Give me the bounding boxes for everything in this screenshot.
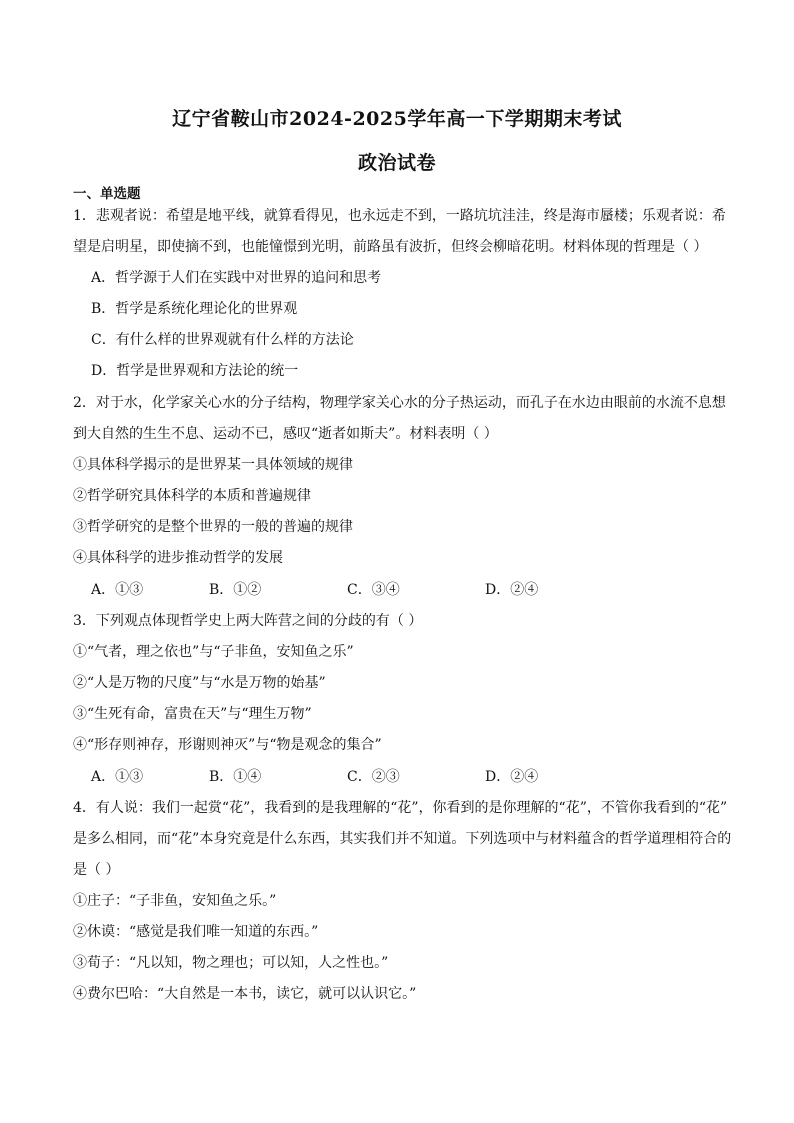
q3-statement-1: ①“气者，理之依也”与“子非鱼，安知鱼之乐” — [73, 644, 354, 660]
q1-option-d: D．哲学是世界观和方法论的统一 — [91, 363, 299, 379]
q3-stem-line-1: 3．下列观点体现哲学史上两大阵营之间的分歧的有（ ） — [73, 613, 423, 629]
q1-option-c: C．有什么样的世界观就有什么样的方法论 — [91, 332, 354, 348]
q2-statement-3: ③哲学研究的是整个世界的一般的普遍的规律 — [73, 519, 353, 535]
q2-stem-line-2: 到大自然的生生不息、运动不已，感叹“逝者如斯夫”。材料表明（ ） — [73, 426, 498, 442]
q2-statement-1: ①具体科学揭示的是世界某一具体领域的规律 — [73, 457, 353, 473]
exam-subtitle: 政治试卷 — [357, 152, 436, 174]
q2-choice-c: C．③④ — [347, 582, 400, 598]
q2-stem-line-1: 2．对于水，化学家关心水的分子结构，物理学家关心水的分子热运动，而孔子在水边由眼前的水流不息想 — [73, 395, 726, 411]
q4-statement-1: ①庄子：“子非鱼，安知鱼之乐。” — [73, 893, 277, 909]
q3-statement-2: ②“人是万物的尺度”与“水是万物的始基” — [73, 675, 326, 691]
q3-choice-b: B．①④ — [209, 769, 262, 785]
q2-choice-d: D．②④ — [485, 582, 539, 598]
q3-choice-d: D．②④ — [485, 769, 539, 785]
q4-statement-2: ②休谟：“感觉是我们唯一知道的东西。” — [73, 924, 319, 940]
q3-choice-c: C．②③ — [347, 769, 400, 785]
exam-title: 辽宁省鞍山市2024-2025学年高一下学期期末考试 — [172, 108, 622, 130]
q2-statement-2: ②哲学研究具体科学的本质和普遍规律 — [73, 488, 311, 504]
q2-choice-b: B．①② — [209, 582, 262, 598]
q3-statement-3: ③“生死有命，富贵在天”与“理生万物” — [73, 706, 312, 722]
q1-stem-line-2: 望是启明星，即使摘不到，也能憧憬到光明，前路虽有波折，但终会柳暗花明。材料体现的哲理是（ ） — [73, 239, 708, 255]
q1-option-a: A．哲学源于人们在实践中对世界的追问和思考 — [91, 270, 382, 286]
q4-statement-4: ④费尔巴哈：“大自然是一本书，读它，就可以认识它。” — [73, 986, 417, 1002]
q2-choice-a: A．①③ — [91, 582, 144, 598]
q4-stem-line-3: 是（ ） — [73, 862, 120, 878]
q3-statement-4: ④“形存则神存，形谢则神灭”与“物是观念的集合” — [73, 737, 382, 753]
q4-stem-line-2: 是多么相同，而“花”本身究竟是什么东西，其实我们并不知道。下列选项中与材料蕴含的哲学道理相符合的 — [73, 831, 732, 847]
q4-stem-line-1: 4．有人说：我们一起赏“花”，我看到的是我理解的“花”，你看到的是你理解的“花”，不管你我看到的“花” — [73, 800, 728, 816]
q1-stem-line-1: 1．悲观者说：希望是地平线，就算看得见，也永远走不到，一路坑坑洼洼，终是海市蜃楼；乐观者说：希 — [73, 208, 726, 224]
q4-statement-3: ③荀子：“凡以知，物之理也；可以知，人之性也。” — [73, 955, 389, 971]
section-title: 一、单选题 — [73, 186, 141, 202]
q2-statement-4: ④具体科学的进步推动哲学的发展 — [73, 550, 283, 566]
q3-choice-a: A．①③ — [91, 769, 144, 785]
q1-option-b: B．哲学是系统化理论化的世界观 — [91, 301, 298, 317]
